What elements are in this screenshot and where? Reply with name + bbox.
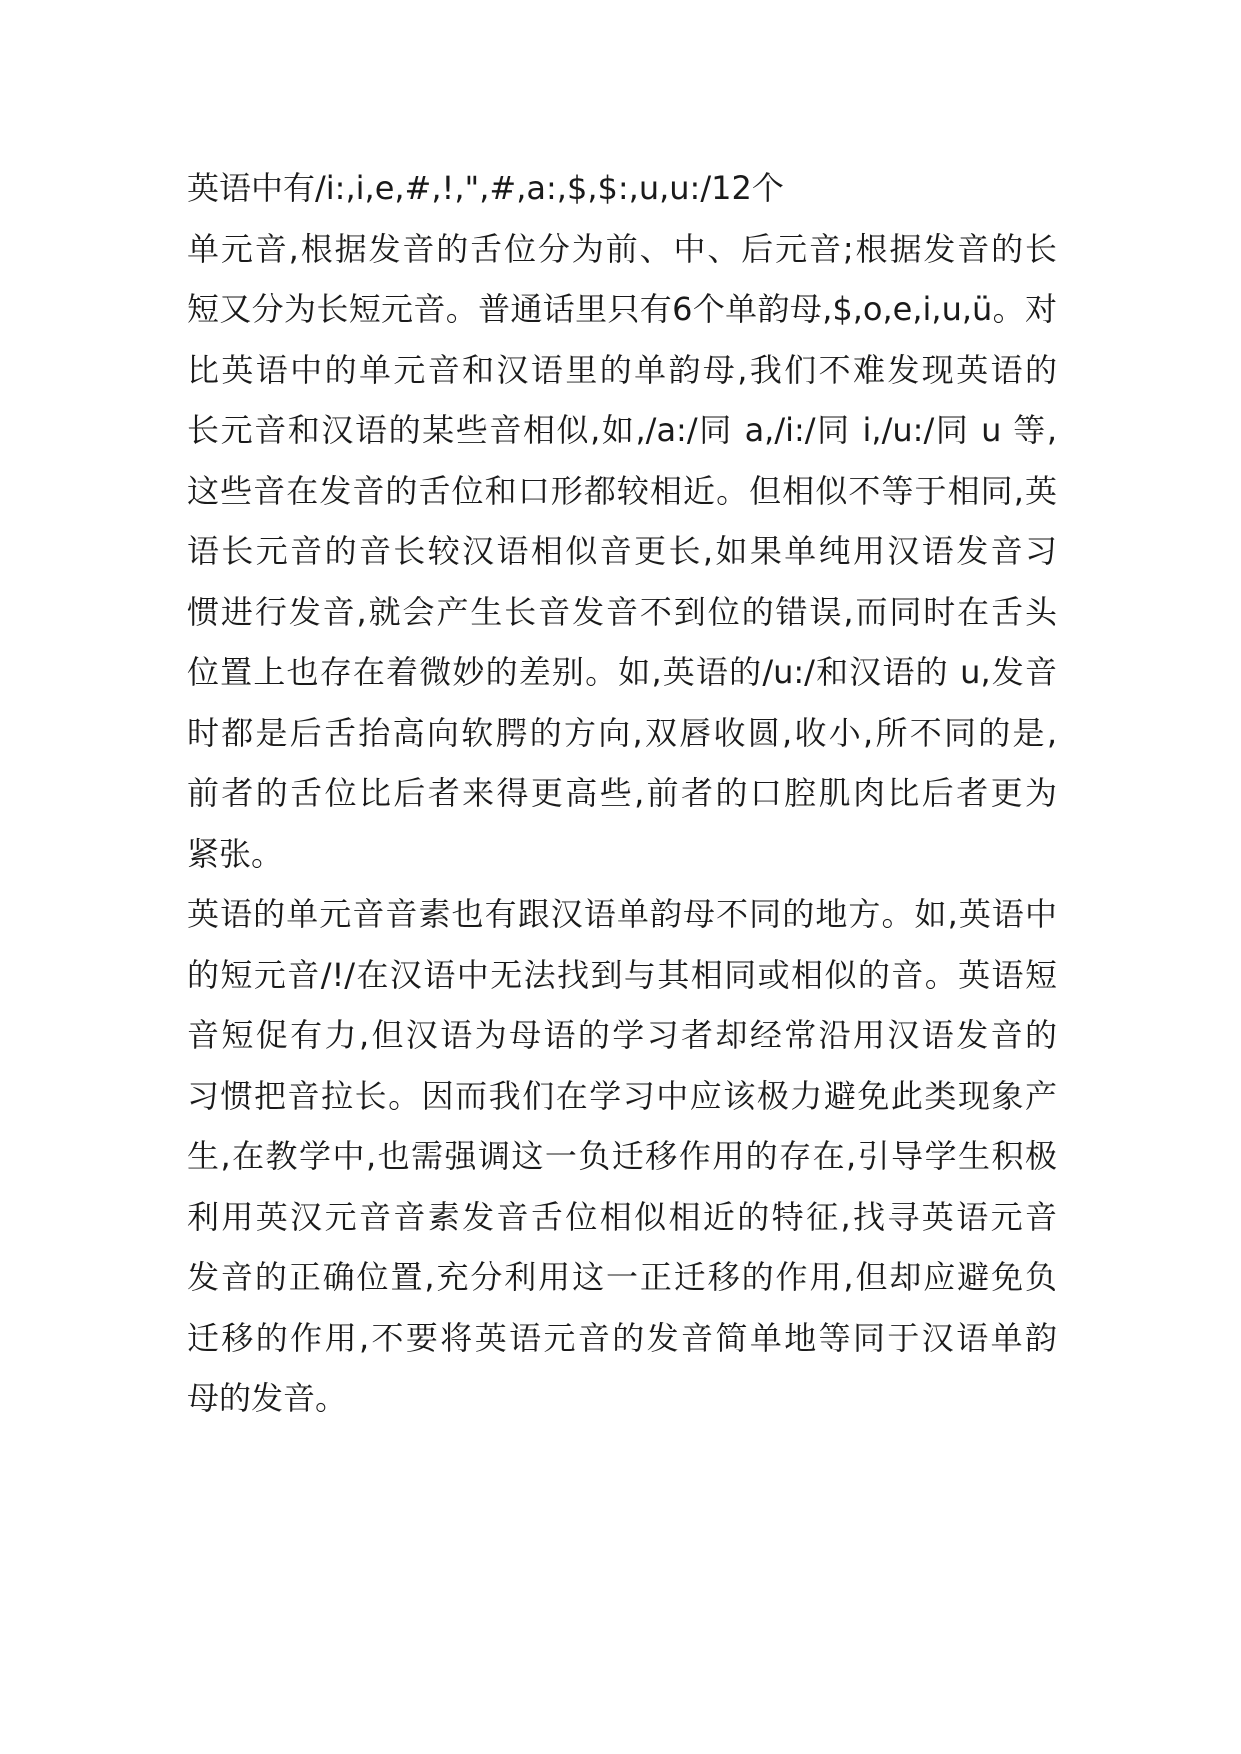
text-line: 前者的舌位比后者来得更高些,前者的口腔肌肉比后者更为 bbox=[187, 774, 1057, 812]
text-line: 语长元音的音长较汉语相似音更长,如果单纯用汉语发音习 bbox=[187, 532, 1057, 570]
body-text bbox=[187, 158, 1057, 1429]
text-line: 音短促有力,但汉语为母语的学习者却经常沿用汉语发音的 bbox=[187, 1016, 1057, 1054]
text-line: 英语的单元音音素也有跟汉语单韵母不同的地方。如,英语中 bbox=[187, 895, 1057, 933]
text-line: 母的发音。 bbox=[187, 1379, 348, 1417]
text-line: 发音的正确位置,充分利用这一正迁移的作用,但却应避免负 bbox=[187, 1258, 1057, 1296]
text-line: 单元音,根据发音的舌位分为前、中、后元音;根据发音的长 bbox=[187, 229, 1057, 268]
text-line: 这些音在发音的舌位和口形都较相近。但相似不等于相同,英 bbox=[187, 471, 1057, 510]
text-line: 生,在教学中,也需强调这一负迁移作用的存在,引导学生积极 bbox=[187, 1137, 1057, 1175]
text-line: 利用英汉元音音素发音舌位相似相近的特征,找寻英语元音 bbox=[187, 1197, 1057, 1236]
paragraph-2 bbox=[187, 884, 1057, 1429]
text-line: 长元音和汉语的某些音相似,如,/a:/同 a,/i:/同 i,/u:/同 u 等, bbox=[187, 411, 1057, 449]
text-line: 比英语中的单元音和汉语里的单韵母,我们不难发现英语的 bbox=[187, 350, 1057, 389]
text-line: 英语中有/i:,i,e,#,!,",#,a:,$,$:,u,u:/12个 bbox=[187, 169, 784, 207]
text-line: 的短元音/!/在汉语中无法找到与其相同或相似的音。英语短 bbox=[187, 955, 1057, 994]
text-line: 时都是后舌抬高向软腭的方向,双唇收圆,收小,所不同的是, bbox=[187, 713, 1057, 752]
text-line: 紧张。 bbox=[187, 834, 284, 873]
text-line: 位置上也存在着微妙的差别。如,英语的/u:/和汉语的 u,发音 bbox=[187, 653, 1057, 691]
text-line: 迁移的作用,不要将英语元音的发音简单地等同于汉语单韵 bbox=[187, 1318, 1057, 1357]
text-line: 惯进行发音,就会产生长音发音不到位的错误,而同时在舌头 bbox=[187, 592, 1057, 631]
text-line: 习惯把音拉长。因而我们在学习中应该极力避免此类现象产 bbox=[187, 1076, 1057, 1115]
text-line: 短又分为长短元音。普通话里只有6个单韵母,$,o,e,i,u,ü。对 bbox=[187, 290, 1057, 328]
paragraph-1 bbox=[187, 158, 1057, 884]
